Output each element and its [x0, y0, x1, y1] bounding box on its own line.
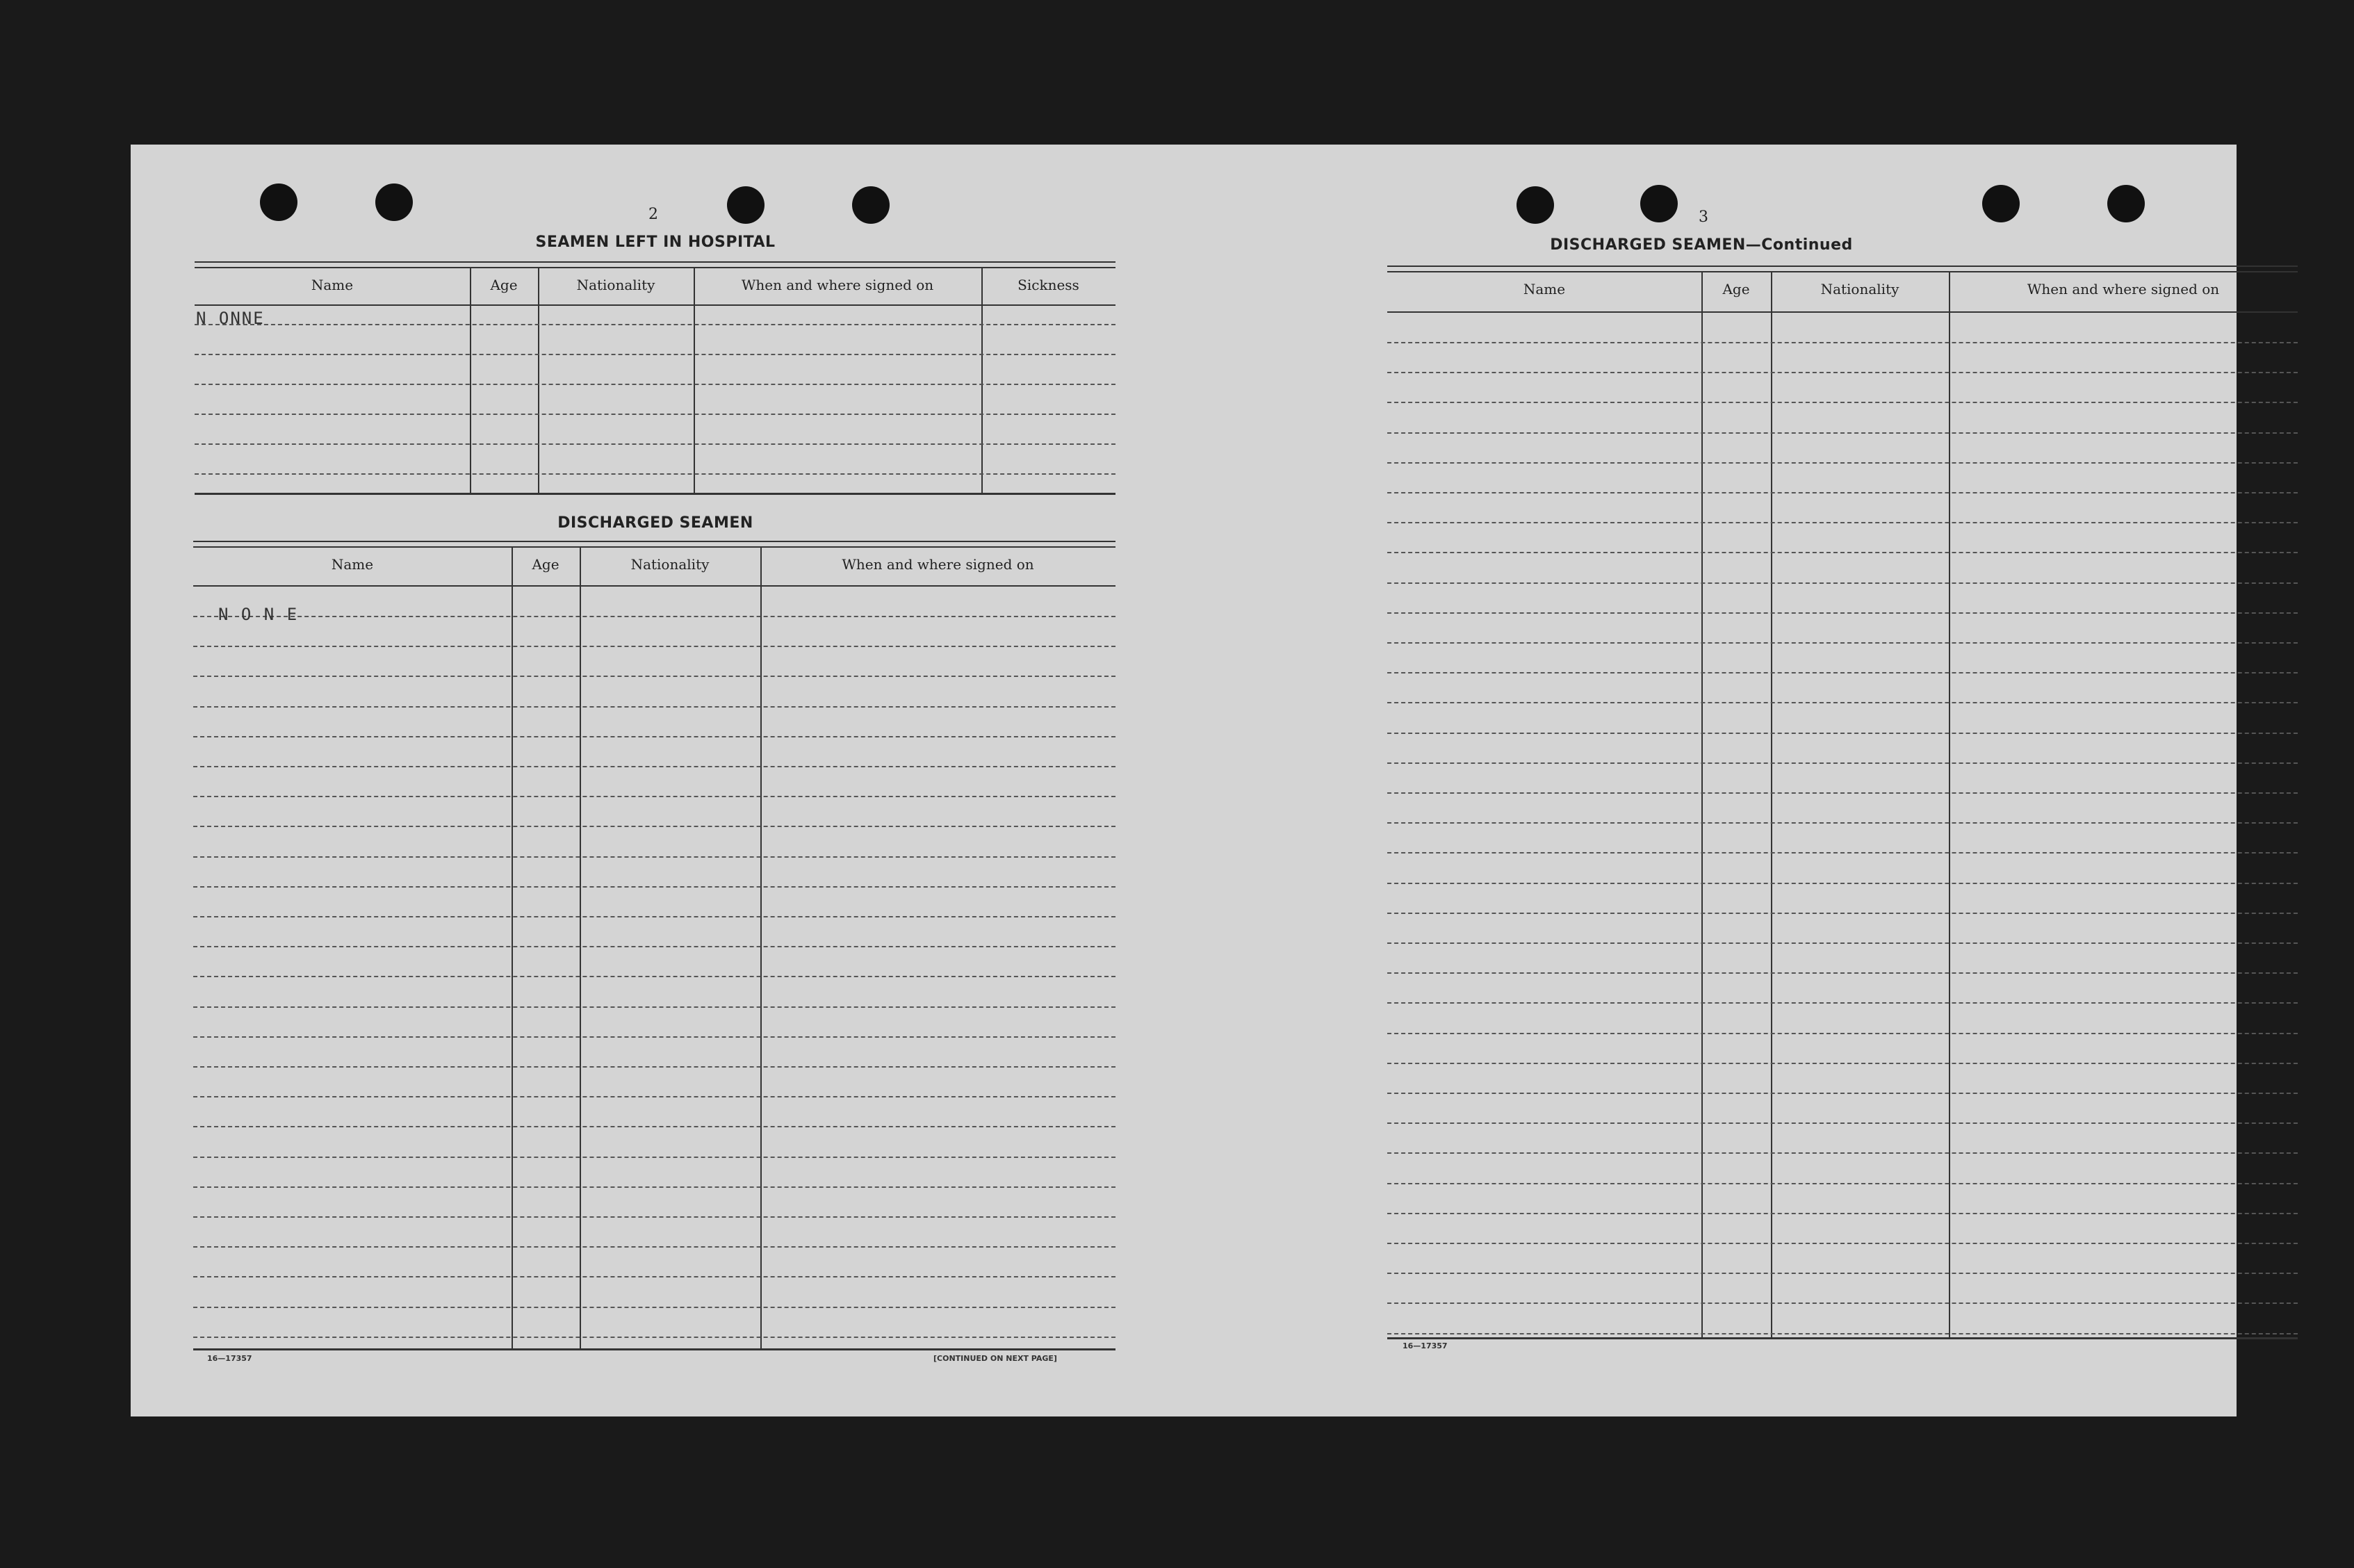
column-divider	[760, 546, 762, 1350]
table-row	[1387, 612, 2298, 614]
continued-note: [CONTINUED ON NEXT PAGE]	[933, 1354, 1057, 1363]
table-row	[1387, 672, 2298, 673]
table-row	[193, 1186, 1115, 1188]
table-row	[193, 1216, 1115, 1218]
table-bottom-rule	[1387, 1337, 2298, 1339]
table-row	[1387, 402, 2298, 403]
table-row	[1387, 1063, 2298, 1064]
document-sheet	[131, 145, 2237, 1416]
discharged-table	[193, 541, 1115, 1350]
table-row	[1387, 552, 2298, 553]
table-row	[1387, 792, 2298, 794]
hospital-section-title: SEAMEN LEFT IN HOSPITAL	[535, 234, 776, 251]
column-divider	[470, 267, 471, 495]
table-row	[1387, 462, 2298, 464]
table-row	[193, 1337, 1115, 1338]
discharged-section-title: DISCHARGED SEAMEN	[557, 514, 753, 532]
table-row	[1387, 1302, 2298, 1304]
table-row	[1387, 762, 2298, 764]
punch-hole	[1517, 186, 1554, 224]
table-row	[1387, 1273, 2298, 1274]
table-row	[1387, 1183, 2298, 1184]
table-row	[193, 796, 1115, 797]
table-row	[193, 1006, 1115, 1008]
column-header: When and where signed on	[842, 556, 1034, 573]
column-header: Nationality	[1820, 281, 1899, 297]
table-header	[193, 546, 1115, 587]
punch-hole	[727, 186, 765, 224]
table-row	[1387, 1213, 2298, 1214]
table-row	[1387, 1093, 2298, 1094]
table-row	[1387, 702, 2298, 703]
table-row	[193, 1066, 1115, 1068]
table-row	[1387, 432, 2298, 434]
form-number: 16—17357	[1403, 1341, 1448, 1350]
right-page	[1180, 145, 2237, 1416]
table-row	[1387, 372, 2298, 373]
table-row	[1387, 852, 2298, 854]
column-header: Name	[331, 556, 374, 573]
column-header: Name	[1523, 281, 1566, 297]
column-header: Name	[311, 277, 354, 293]
table-bottom-rule	[195, 493, 1115, 495]
column-divider	[1949, 271, 1950, 1339]
table-row	[1387, 972, 2298, 974]
table-row	[193, 886, 1115, 888]
table-row	[193, 1307, 1115, 1308]
typed-entry: N ONNE	[196, 309, 265, 328]
table-row	[193, 856, 1115, 858]
column-divider	[694, 267, 695, 495]
table-row	[195, 443, 1115, 445]
table-row	[195, 473, 1115, 475]
column-header: When and where signed on	[741, 277, 934, 293]
punch-hole	[375, 183, 413, 221]
table-row	[195, 414, 1115, 415]
column-header: When and where signed on	[2027, 281, 2220, 297]
left-page	[131, 145, 1180, 1416]
table-row	[1387, 733, 2298, 734]
table-row	[1387, 342, 2298, 343]
table-row	[193, 976, 1115, 977]
table-row	[1387, 1243, 2298, 1244]
column-divider	[512, 546, 513, 1350]
punch-hole	[1982, 185, 2020, 222]
table-row	[195, 354, 1115, 355]
table-row	[193, 616, 1115, 617]
table-row	[1387, 642, 2298, 644]
table-row	[193, 946, 1115, 947]
discharged-continued-table	[1387, 266, 2298, 1339]
punch-hole	[852, 186, 890, 224]
table-row	[195, 384, 1115, 385]
column-divider	[981, 267, 983, 495]
table-row	[1387, 1033, 2298, 1034]
hospital-table	[195, 261, 1115, 495]
table-row	[193, 706, 1115, 708]
table-row	[195, 324, 1115, 325]
table-header	[195, 267, 1115, 306]
table-header	[1387, 271, 2298, 313]
table-row	[1387, 822, 2298, 824]
table-row	[193, 676, 1115, 677]
table-row	[193, 1157, 1115, 1158]
table-row	[1387, 492, 2298, 493]
table-row	[193, 1036, 1115, 1038]
column-divider	[580, 546, 581, 1350]
column-header: Nationality	[576, 277, 655, 293]
table-row	[1387, 522, 2298, 523]
punch-hole	[260, 183, 297, 221]
table-row	[1387, 1002, 2298, 1004]
discharged-continued-title: DISCHARGED SEAMEN—Continued	[1550, 236, 1853, 254]
column-divider	[1771, 271, 1772, 1339]
punch-hole	[1640, 185, 1678, 222]
table-row	[1387, 913, 2298, 914]
table-row	[1387, 1152, 2298, 1154]
table-row	[193, 736, 1115, 737]
table-row	[1387, 883, 2298, 884]
column-header: Age	[490, 277, 518, 293]
form-number: 16—17357	[207, 1354, 252, 1363]
table-row	[1387, 1333, 2298, 1334]
page-number: 3	[1699, 209, 1708, 226]
column-divider	[1701, 271, 1703, 1339]
table-row	[193, 1276, 1115, 1277]
column-header: Age	[532, 556, 559, 573]
table-row	[193, 766, 1115, 767]
table-row	[193, 826, 1115, 827]
table-row	[193, 1126, 1115, 1127]
table-row	[193, 1096, 1115, 1097]
column-header: Sickness	[1017, 277, 1079, 293]
page-number: 2	[648, 206, 658, 223]
table-row	[1387, 582, 2298, 584]
punch-hole	[2107, 185, 2145, 222]
table-row	[1387, 942, 2298, 944]
table-row	[1387, 1122, 2298, 1124]
table-row	[193, 1246, 1115, 1248]
column-header: Age	[1722, 281, 1750, 297]
typed-entry: N O N E	[218, 605, 299, 624]
table-row	[193, 916, 1115, 917]
table-bottom-rule	[193, 1348, 1115, 1350]
column-divider	[538, 267, 539, 495]
table-row	[193, 646, 1115, 647]
column-header: Nationality	[630, 556, 710, 573]
